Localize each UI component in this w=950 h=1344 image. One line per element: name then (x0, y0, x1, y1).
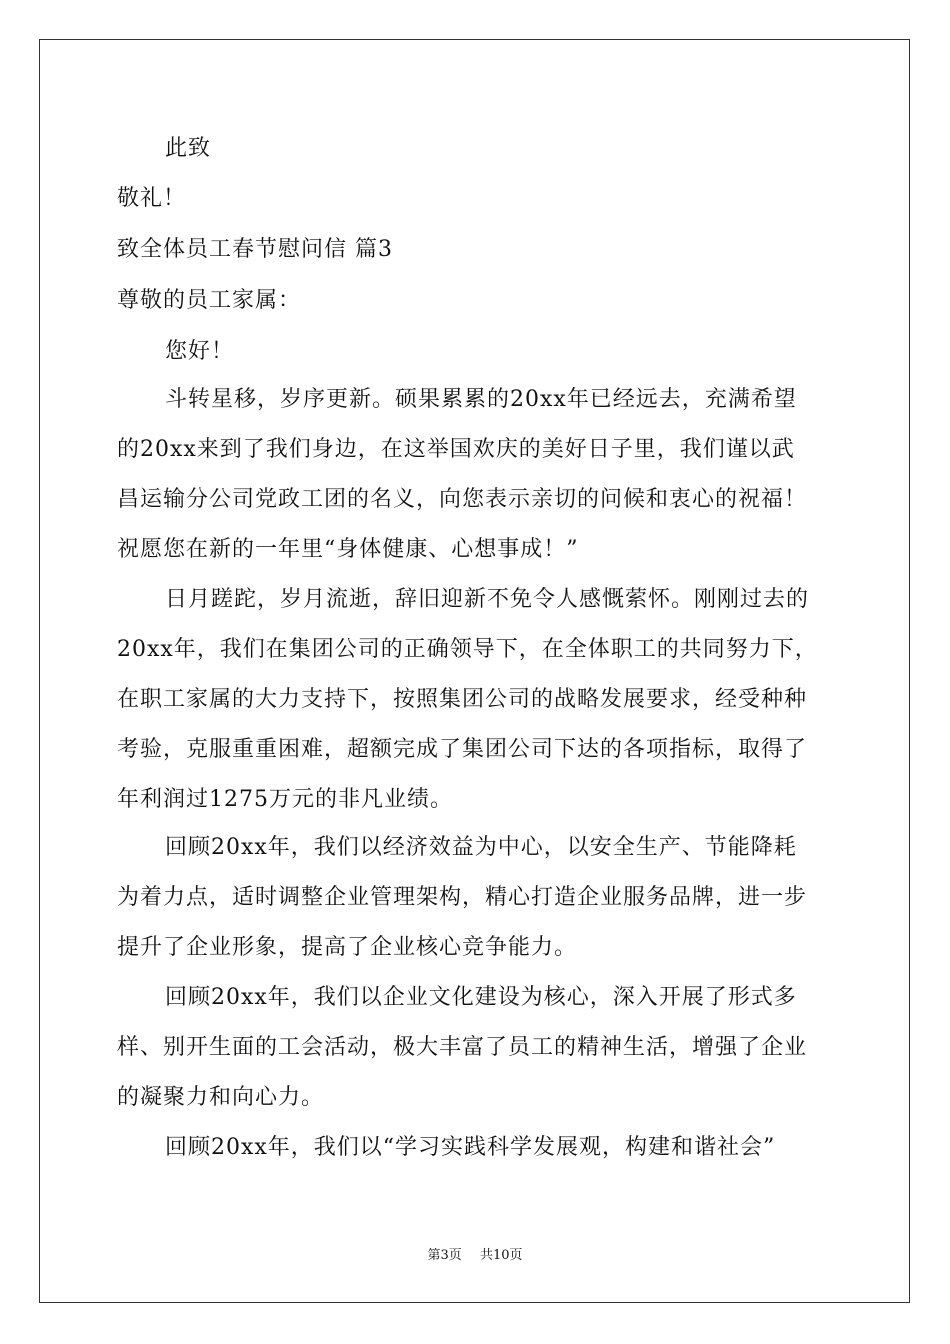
greeting-line: 您好！ (165, 339, 235, 364)
page-footer (0, 1247, 950, 1265)
closing-line: 此致 (165, 136, 212, 161)
paragraph-line: 回顾20xx年，我们以“学习实践科学发展观，构建和谐社会” (165, 1135, 776, 1160)
paragraph-line: 的凝聚力和向心力。 (117, 1085, 325, 1110)
paragraph-line: 20xx年，我们在集团公司的正确领导下，在全体职工的共同努力下， (117, 637, 818, 662)
paragraph-line: 日月蹉跎，岁月流逝，辞旧迎新不免令人感慨萦怀。刚刚过去的 (165, 587, 810, 612)
paragraph-line: 的20xx来到了我们身边，在这举国欢庆的美好日子里，我们谨以武 (117, 437, 795, 462)
paragraph-line: 斗转星移，岁序更新。硕果累累的20xx年已经远去，充满希望 (165, 387, 797, 412)
addressee-line: 尊敬的员工家属： (117, 288, 302, 313)
paragraph-line: 回顾20xx年，我们以企业文化建设为核心，深入开展了形式多 (165, 985, 797, 1010)
paragraph-line: 昌运输分公司党政工团的名义，向您表示亲切的问候和衷心的祝福！ (117, 487, 808, 512)
paragraph-line: 年利润过1275万元的非凡业绩。 (117, 787, 453, 812)
paragraph-line: 在职工家属的大力支持下，按照集团公司的战略发展要求，经受种种 (117, 687, 808, 712)
paragraph-line: 祝愿您在新的一年里“身体健康、心想事成！” (117, 537, 579, 562)
paragraph-line: 回顾20xx年，我们以经济效益为中心，以安全生产、节能降耗 (165, 835, 797, 860)
paragraph-line: 为着力点，适时调整企业管理架构，精心打造企业服务品牌，进一步 (117, 885, 808, 910)
section-title: 致全体员工春节慰问信 篇3 (117, 237, 393, 262)
paragraph-line: 考验，克服重重困难，超额完成了集团公司下达的各项指标，取得了 (117, 737, 808, 762)
paragraph-line: 样、别开生面的工会活动，极大丰富了员工的精神生活，增强了企业 (117, 1035, 808, 1060)
paragraph-line: 提升了企业形象，提高了企业核心竞争能力。 (117, 935, 578, 960)
page-number: 第3页 (427, 1248, 462, 1263)
page-frame (39, 39, 910, 1303)
salutation-line: 敬礼！ (117, 186, 187, 211)
page-total: 共10页 (479, 1248, 523, 1263)
